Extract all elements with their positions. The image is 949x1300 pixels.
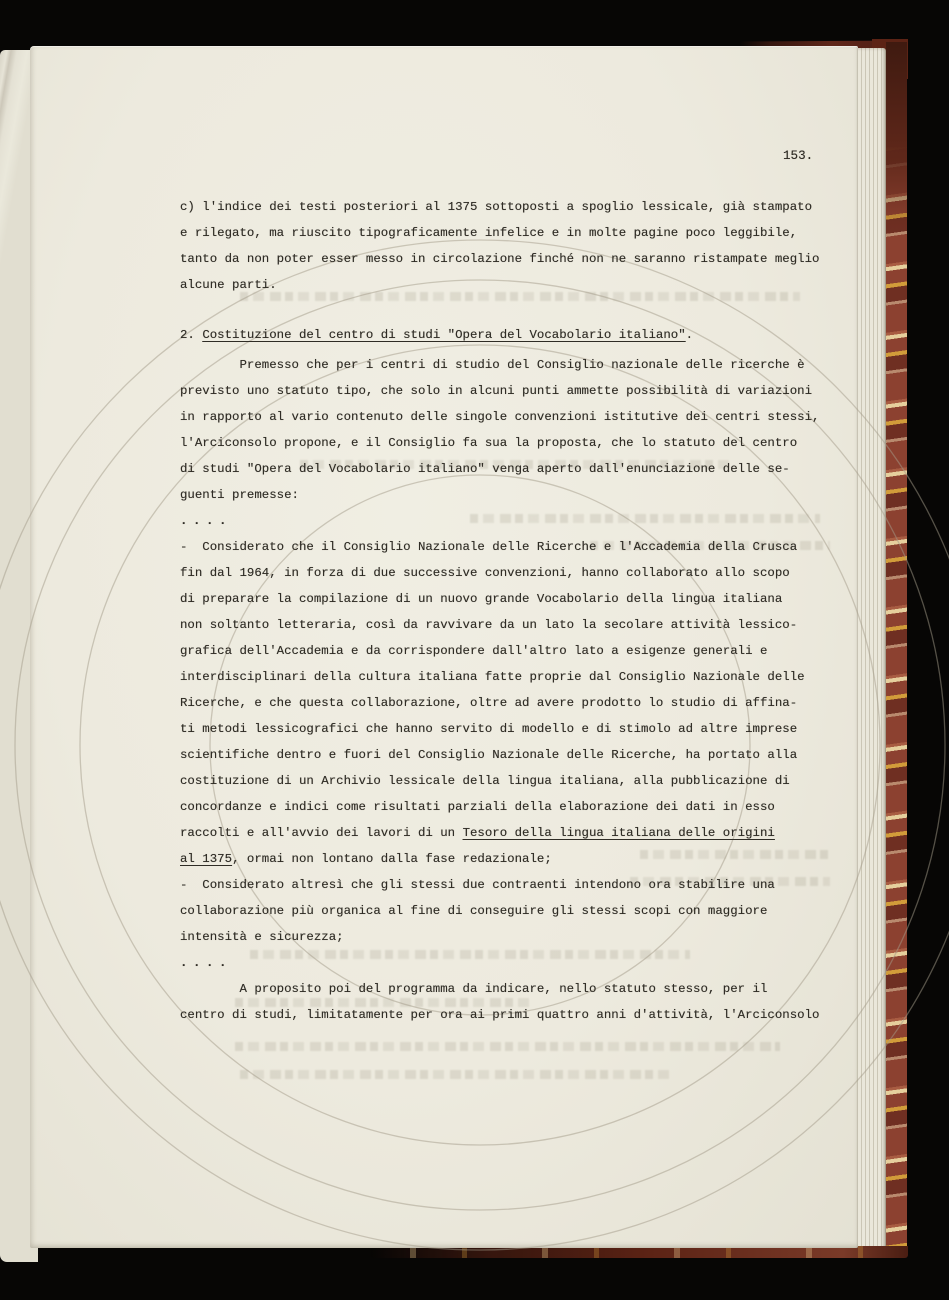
typescript-line: intensità e sicurezza; xyxy=(180,930,344,944)
section-heading xyxy=(180,322,848,348)
typescript-line: A proposito poi del programma da indicare, nello statuto stesso, per il xyxy=(180,982,768,996)
typescript-line: .... xyxy=(180,514,233,528)
typescript-line: concordanze e indici come risultati parziali della elaborazione dei dati in esso xyxy=(180,800,775,814)
typescript-line: .... xyxy=(180,956,233,970)
typescript-line: l'Arciconsolo propone, e il Consiglio fa sua la proposta, che lo statuto del centro xyxy=(180,436,798,450)
typescript-line: e rilegato, ma riuscito tipograficamente infelice e in molte pagine poco leggibile, xyxy=(180,226,798,240)
typescript-line: centro di studi, limitatamente per ora ai primi quattro anni d'attività, l'Arciconsolo xyxy=(180,1008,820,1022)
typescript-line: raccolti e all'avvio dei lavori di un Tesoro della lingua italiana delle origini xyxy=(180,826,775,840)
typescript-line: in rapporto al vario contenuto delle singole convenzioni istitutive dei centri stessi, xyxy=(180,410,820,424)
typescript-line: al 1375, ormai non lontano dalla fase redazionale; xyxy=(180,852,552,866)
typescript-line: scientifiche dentro e fuori del Consiglio Nazionale delle Ricerche, ha portato alla xyxy=(180,748,798,762)
typescript-line: non soltanto letteraria, così da ravvivare da un lato la secolare attività lessico- xyxy=(180,618,798,632)
typescript-line: Ricerche, e che questa collaborazione, oltre ad avere prodotto lo studio di affina- xyxy=(180,696,798,710)
body-text xyxy=(180,352,848,1028)
typescript-line: 2. Costituzione del centro di studi "Opera del Vocabolario italiano". xyxy=(180,328,694,342)
page-number: 153. xyxy=(783,149,814,163)
typescript-line: - Considerato che il Consiglio Nazionale delle Ricerche e l'Accademia della Crusca xyxy=(180,540,798,554)
typescript-line: guenti premesse: xyxy=(180,488,299,502)
typescript-line: costituzione di un Archivio lessicale della lingua italiana, alla pubblicazione di xyxy=(180,774,790,788)
typescript-line: di preparare la compilazione di un nuovo grande Vocabolario della lingua italiana xyxy=(180,592,783,606)
typescript-line: interdisciplinari della cultura italiana fatte proprie dal Consiglio Nazionale delle xyxy=(180,670,805,684)
typescript-line: di studi "Opera del Vocabolario italiano" venga aperto dall'enunciazione delle se- xyxy=(180,462,790,476)
typescript-line: grafica dell'Accademia e da corrispondere dall'altro lato a esigenze generali e xyxy=(180,644,768,658)
paragraph-item-c xyxy=(180,194,848,298)
typescript-line: ti metodi lessicografici che hanno servito di modello e di stimolo ad altre imprese xyxy=(180,722,798,736)
typescript-line: c) l'indice dei testi posteriori al 1375 sottoposti a spoglio lessicale, già stampato xyxy=(180,200,813,214)
typescript-line: alcune parti. xyxy=(180,278,277,292)
typescript-line: tanto da non poter esser messo in circolazione finché non ne saranno ristampate meglio xyxy=(180,252,820,266)
typescript-line: Premesso che per i centri di studio del Consiglio nazionale delle ricerche è xyxy=(180,358,805,372)
typescript-line: collaborazione più organica al fine di conseguire gli stessi scopi con maggiore xyxy=(180,904,768,918)
typescript-line: fin dal 1964, in forza di due successive convenzioni, hanno collaborato allo scopo xyxy=(180,566,790,580)
typescript-line: - Considerato altresì che gli stessi due contraenti intendono ora stabilire una xyxy=(180,878,775,892)
typescript-line: previsto uno statuto tipo, che solo in alcuni punti ammette possibilità di variazioni xyxy=(180,384,813,398)
